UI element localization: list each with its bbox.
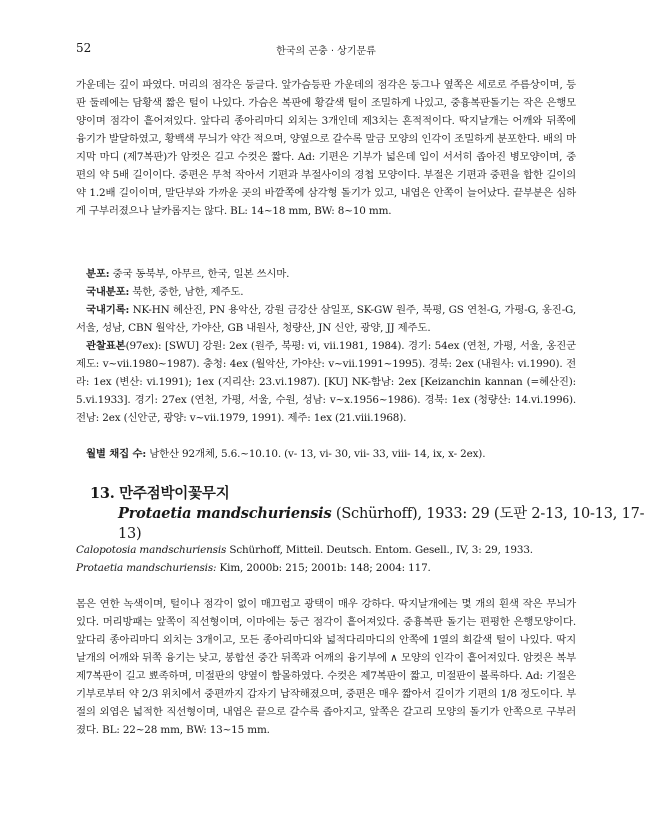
monthly-value: 남한산 92개체, 5.6.~10.10. (v- 13, vi- 30, vii- 33, viii- 14, ix, x- 2ex). — [149, 448, 486, 460]
running-title: 한국의 곤충 · 상기문류 — [276, 46, 376, 57]
specimens-value: [SWU] 강원: 2ex (원주, 북평: vi, vii.1981, 1984). 경기: 54ex (연천, 가평, 서울, 옹진군제도: v~vii.1980~1987). 충청: 4ex (월악산, 가야산: v~vii.1991~1995). 경북: 2ex (내원사: vi.1990). 전라: 1ex (변산: vi.1991); 1ex (지리산: 23.vi.1987). [KU] NK-함남: 2ex [Keizanchin kannan (=혜산진): 5.vi.1933]. 경기: 27ex (연천, 가평, 서울, 수원, 성남: v~x.1956~1986). 경북: 1ex (청량산: 14.vi.1996). 전남: 2ex (신안군, 광양: v~vii.1979, 1991). 제주: 1ex (21.viii.1968). — [76, 340, 577, 424]
domestic-records-value: NK-HN 혜산진, PN 용악산, 강원 금강산 삼일포, SK-GW 원주, 북평, GS 연천-G, 가평-G, 옹진-G, 서울, 성남, CBN 월악산, 가야산, GB 내원사, 청량산, JN 신안, 광양, JJ 제주도. — [76, 304, 576, 334]
page-number: 52 — [76, 41, 92, 55]
domestic-distribution-value: 북한, 중한, 남한, 제주도. — [132, 286, 244, 298]
synonym-line — [76, 559, 576, 577]
synonym-reference: Schürhoff, Mitteil. Deutsch. Entom. Gesell., IV, 3: 29, 1933. — [229, 544, 533, 556]
species-korean-name: 만주점박이꽃무지 — [119, 485, 230, 502]
synonym-line — [76, 541, 576, 559]
specimens-label: 관찰표본 — [86, 340, 126, 352]
synonym-name: Calopotosia mandschuriensis — [76, 544, 227, 556]
species-scientific-name: Protaetia mandschuriensis — [118, 505, 332, 522]
monthly-label: 월별 채집 수: — [86, 448, 147, 460]
description-paragraph: 몸은 연한 녹색이며, 털이나 점각이 없이 매끄럽고 광택이 매우 강하다. 딱지날개에는 몇 개의 흰색 작은 무늬가 있다. 머리방패는 앞쪽이 직선형이며, 이마에는 둥근 점각이 흩어져있다. 중흉복판 돌기는 편평한 은행모양이다. 앞다리 종아리마디 외치는 3개이고, 모든 종아리마디와 넓적다리마디의 안쪽에 1열의 회갈색 털이 나있다. 딱지날개의 어깨와 뒤쪽 융기는 낮고, 봉합선 중간 뒤쪽과 어깨의 융기부에 ∧ 모양의 인각이 흩어져있다. 암컷은 복부 제7복판이 길고 뾰족하며, 미절판의 양옆이 함몰하였다. 수컷은 제7복판이 짧고, 미절판이 볼록하다. Ad: 기절은 기부로부터 약 2/3 위치에서 중편까지 갑자기 납작해졌으며, 중편은 매우 짧아서 길이가 기편의 1/8 정도이다. 부절의 외엽은 넓적한 직선형이며, 내엽은 끝으로 갈수록 좁아지고, 앞쪽은 갈고리 모양의 돌기가 안쪽으로 구부러졌다. BL: 22~28 mm, BW: 13~15 mm. — [76, 598, 576, 736]
synonym-name: Protaetia mandschuriensis: — [76, 562, 217, 574]
monthly-collection-line — [76, 445, 576, 463]
synonym-reference: Kim, 2000b: 215; 2001b: 148; 2004: 117. — [219, 562, 431, 574]
specimens-block — [76, 337, 576, 427]
description-paragraph: 가운데는 깊이 파였다. 머리의 점각은 둥글다. 앞가슴등판 가운데의 점각은 둥그나 옆쪽은 세로로 주름상이며, 등판 둘레에는 담황색 짧은 털이 나있다. 가슴은 복판에 황갈색 털이 조밀하게 나있고, 중흉복판돌기는 작은 은행모양이며 점각이 흩어져있다. 앞다리 종아리마디 외치는 3개인데 제3치는 흔적적이다. 딱지날개는 어깨와 뒤쪽에 융기가 발달하였고, 황백색 무늬가 약간 적으며, 양옆으로 갈수록 말금 모양의 인각이 조밀하게 분포한다. 배의 마지막 마디 (제7복판)가 암컷은 길고 수컷은 짧다. Ad: 기편은 기부가 넓은데 입이 서서히 좁아진 병모양이며, 중편의 약 5배 길이이다. 중편은 무척 작아서 기편과 부절사이의 경첩 모양이다. 부절은 기편과 중편을 합한 길이의 약 1.2배 길이이며, 말단부와 가까운 곳의 바깥쪽에 삼각형 돌기가 있고, 내엽은 안쪽이 늘어났다. 끝부분은 심하게 구부러졌으나 날카롭지는 않다. BL: 14~18 mm, BW: 8~10 mm. — [76, 79, 576, 217]
page-header — [76, 41, 576, 57]
domestic-distribution-label: 국내분포: — [86, 286, 130, 298]
species-number: 13. — [90, 485, 115, 502]
species-heading — [90, 484, 652, 544]
distribution-label: 분포: — [86, 268, 110, 280]
distribution-line — [76, 265, 576, 283]
domestic-distribution-line — [76, 283, 576, 301]
species-authority: (Schürhoff), 1933: 29 (도판 2-13, 10-13, 17-13) — [118, 506, 645, 542]
domestic-records-label: 국내기록: — [86, 304, 130, 316]
domestic-records-block — [76, 301, 576, 337]
distribution-value: 중국 동북부, 아무르, 한국, 일본 쓰시마. — [112, 268, 290, 280]
specimens-count: (97ex): — [125, 340, 162, 352]
